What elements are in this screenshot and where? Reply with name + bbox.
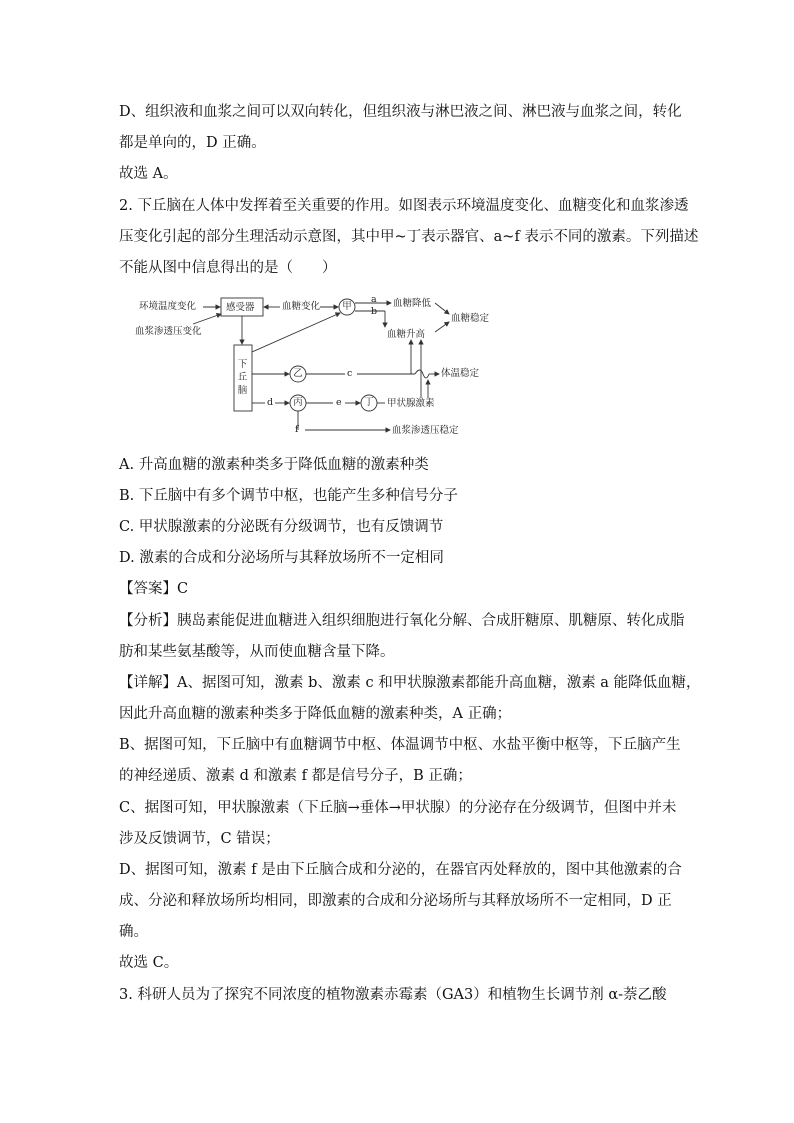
glucose-up-label: 血糖升高: [387, 329, 426, 340]
choice-line: 故选 C。: [119, 955, 179, 971]
detail-line-9: 确。: [119, 924, 148, 940]
option-a: A. 升高血糖的激素种类多于降低血糖的激素种类: [119, 457, 429, 473]
organ-yi: 乙: [293, 368, 303, 379]
hormone-d-label: d: [267, 397, 274, 408]
detail-line-6: 涉及反馈调节，C 错误；: [119, 831, 280, 847]
organ-jia: 甲: [342, 301, 352, 312]
text-line-3: 故选 A。: [119, 166, 178, 182]
hormone-a-label: a: [371, 294, 377, 305]
hormone-f-label: f: [295, 424, 299, 435]
text-line-2: 都是单向的，D 正确。: [119, 135, 266, 151]
plasma-osm-label: 血浆渗透压变化: [135, 326, 202, 337]
hormone-c-label: c: [347, 368, 353, 379]
option-b: B. 下丘脑中有多个调节中枢，也能产生多种信号分子: [119, 488, 458, 504]
temp-stable-label: 体温稳定: [441, 368, 480, 379]
question-2-line-3: 不能从图中信息得出的是（ ）: [119, 260, 337, 276]
detail-line-1: 【详解】A、据图可知，激素 b、激素 c 和甲状腺激素都能升高血糖，激素 a 能降低血糖，: [119, 675, 701, 691]
analysis-line-1: 【分析】胰岛素能促进血糖进入组织细胞进行氧化分解、合成肝糖原、肌糖原、转化成脂: [119, 613, 685, 629]
detail-line-5: C、据图可知，甲状腺激素（下丘脑→垂体→甲状腺）的分泌存在分级调节，但图中并未: [119, 800, 677, 816]
organ-bing: 丙: [293, 397, 303, 408]
question-2-line-2: 压变化引起的部分生理活动示意图，其中甲~丁表示器官、a~f 表示不同的激素。下列描述: [119, 229, 699, 245]
thyroid-hormone-label: 甲状腺激素: [387, 398, 435, 409]
detail-line-7: D、据图可知，激素 f 是由下丘脑合成和分泌的，在器官丙处释放的，图中其他激素的合: [119, 862, 682, 878]
analysis-line-2: 肪和某些氨基酸等，从而使血糖含量下降。: [119, 644, 395, 660]
glucose-stable-label: 血糖稳定: [451, 313, 490, 324]
question-2-line-1: 2. 下丘脑在人体中发挥着至关重要的作用。如图表示环境温度变化、血糖变化和血浆渗透: [119, 198, 689, 214]
text-line-1: D、组织液和血浆之间可以双向转化，但组织液与淋巴液之间、淋巴液与血浆之间，转化: [119, 104, 682, 120]
osm-stable-label: 血浆渗透压稳定: [392, 425, 459, 436]
receptor-box: 感受器: [226, 302, 255, 313]
option-d: D. 激素的合成和分泌场所与其释放场所不一定相同: [119, 550, 444, 566]
question-3-line-1: 3. 科研人员为了探究不同浓度的植物激素赤霉素（GA3）和植物生长调节剂 α-萘乙酸: [119, 987, 667, 1003]
detail-line-3: B、据图可知，下丘脑中有血糖调节中枢、体温调节中枢、水盐平衡中枢等，下丘脑产生: [119, 737, 681, 753]
physiology-diagram: [135, 290, 495, 438]
organ-ding: 丁: [364, 397, 374, 408]
answer-line: 【答案】C: [119, 581, 189, 597]
diagram-arrows: [135, 290, 495, 438]
glucose-change-label: 血糖变化: [282, 301, 321, 312]
detail-line-4: 的神经递质、激素 d 和激素 f 都是信号分子，B 正确；: [119, 768, 472, 784]
hormone-b-label: b: [371, 306, 378, 317]
detail-line-2: 因此升高血糖的激素种类多于降低血糖的激素种类，A 正确；: [119, 706, 512, 722]
env-temp-label: 环境温度变化: [139, 301, 197, 312]
hypothalamus-box: 下丘脑: [237, 359, 248, 396]
detail-line-8: 成、分泌和释放场所均相同，即激素的合成和分泌场所与其释放场所不一定相同，D 正: [119, 893, 672, 909]
glucose-down-label: 血糖降低: [393, 298, 432, 309]
option-c: C. 甲状腺激素的分泌既有分级调节，也有反馈调节: [119, 519, 444, 535]
hormone-e-label: e: [336, 397, 342, 408]
